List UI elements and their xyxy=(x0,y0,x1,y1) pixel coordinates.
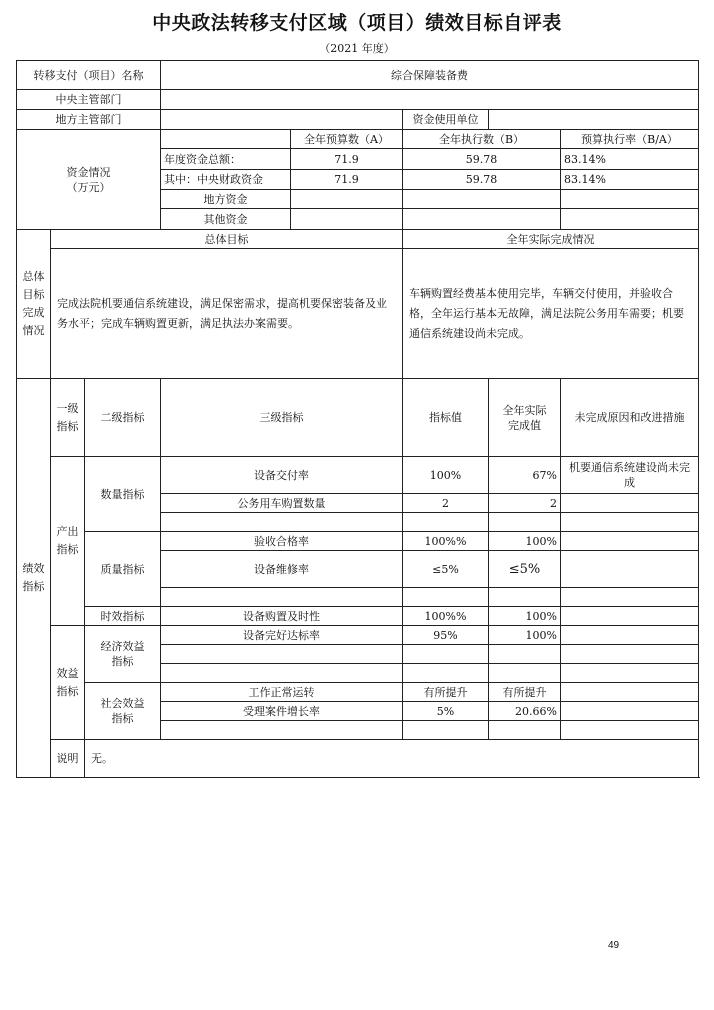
actual-header xyxy=(489,379,561,457)
evaluation-table xyxy=(16,60,699,778)
col-exec-header: 全年执行数（B） xyxy=(403,130,561,149)
indicator-name: 设备维修率 xyxy=(161,551,403,588)
notes-row xyxy=(17,740,699,778)
central-dept-label: 中央主管部门 xyxy=(17,90,161,110)
indicators-side-label: 绩效指标 xyxy=(17,379,51,778)
level2-header: 二级指标 xyxy=(85,379,161,457)
actual-header-line2: 完成值 xyxy=(508,418,541,432)
indicators-header-row xyxy=(17,379,699,457)
indicator-name: 受理案件增长率 xyxy=(161,702,403,721)
indicator-reason xyxy=(561,683,699,702)
indicator-reason xyxy=(561,494,699,513)
economic-label-line1: 经济效益 xyxy=(100,640,145,653)
indicator-actual: 2 xyxy=(489,494,561,513)
fund-unit-label: 资金使用单位 xyxy=(403,110,489,130)
economic-label-line2: 指标 xyxy=(111,655,134,668)
timeliness-indicators-label: 时效指标 xyxy=(85,607,161,626)
indicator-value: ≤5% xyxy=(403,551,489,588)
fund-row-label: 其中：中央财政资金 xyxy=(161,170,291,190)
level3-header: 三级指标 xyxy=(161,379,403,457)
indicator-reason xyxy=(561,551,699,588)
funds-header-row xyxy=(17,130,699,149)
indicator-actual: 有所提升 xyxy=(489,683,561,702)
goals-actual-text: 车辆购置经费基本使用完毕，车辆交付使用，并验收合格，全年运行基本无故障，满足法院公务用车需要；机要通信系统建设尚未完成。 xyxy=(403,249,699,379)
indicator-value: 95% xyxy=(403,626,489,645)
fund-row-label: 地方资金 xyxy=(161,190,291,209)
social-indicators-label xyxy=(85,683,161,740)
col-rate-header: 预算执行率（B/A） xyxy=(561,130,699,149)
fund-row-exec: 59.78 xyxy=(403,170,561,190)
funds-label-line2: （万元） xyxy=(66,180,111,194)
indicator-row xyxy=(17,626,699,645)
fund-row-rate: 83.14% xyxy=(561,170,699,190)
local-dept-row xyxy=(17,110,699,130)
indicator-actual: 100% xyxy=(489,607,561,626)
indicator-actual: 67% xyxy=(489,457,561,494)
indicator-value: 100%% xyxy=(403,607,489,626)
indicator-row xyxy=(17,683,699,702)
fund-row-budget xyxy=(291,209,403,230)
indicator-name: 设备购置及时性 xyxy=(161,607,403,626)
local-dept-label: 地方主管部门 xyxy=(17,110,161,130)
benefit-indicators-label: 效益指标 xyxy=(51,626,85,740)
report-year: （2021 年度） xyxy=(319,42,395,55)
indicator-actual: ≤5% xyxy=(489,551,561,588)
fund-row-label: 年度资金总额： xyxy=(161,149,291,170)
reason-header: 未完成原因和改进措施 xyxy=(561,379,699,457)
social-label-line2: 指标 xyxy=(111,712,134,725)
indicator-value: 100%% xyxy=(403,532,489,551)
fund-row-exec xyxy=(403,190,561,209)
notes-text: 无。 xyxy=(85,740,699,778)
goals-content-row xyxy=(17,249,699,379)
indicator-value: 5% xyxy=(403,702,489,721)
notes-label: 说明 xyxy=(51,740,85,778)
social-label-line1: 社会效益 xyxy=(100,697,145,710)
goals-side-label: 总体目标完成情况 xyxy=(17,230,51,379)
fund-row-rate xyxy=(561,190,699,209)
funds-label-line1: 资金情况 xyxy=(66,165,111,179)
fund-row-label: 其他资金 xyxy=(161,209,291,230)
indicator-name: 验收合格率 xyxy=(161,532,403,551)
project-name-label: 转移支付（项目）名称 xyxy=(17,61,161,90)
quality-indicators-label: 质量指标 xyxy=(85,532,161,607)
quantity-indicators-label: 数量指标 xyxy=(85,457,161,532)
indicator-row xyxy=(17,532,699,551)
indicator-name: 设备完好达标率 xyxy=(161,626,403,645)
indicator-name: 设备交付率 xyxy=(161,457,403,494)
level1-header: 一级指标 xyxy=(51,379,85,457)
fund-row-rate xyxy=(561,209,699,230)
goals-header-row xyxy=(17,230,699,249)
indicator-name: 公务用车购置数量 xyxy=(161,494,403,513)
indicator-actual: 100% xyxy=(489,626,561,645)
value-header: 指标值 xyxy=(403,379,489,457)
central-dept-value xyxy=(161,90,699,110)
funds-header-blank xyxy=(161,130,291,149)
project-name-row xyxy=(17,61,699,90)
fund-row-budget: 71.9 xyxy=(291,149,403,170)
indicator-reason xyxy=(561,532,699,551)
economic-indicators-label xyxy=(85,626,161,683)
fund-unit-value xyxy=(489,110,699,130)
fund-row-budget xyxy=(291,190,403,209)
indicator-actual: 100% xyxy=(489,532,561,551)
indicator-reason xyxy=(561,607,699,626)
col-budget-header: 全年预算数（A） xyxy=(291,130,403,149)
fund-row-budget: 71.9 xyxy=(291,170,403,190)
local-dept-value xyxy=(161,110,403,130)
fund-row-rate: 83.14% xyxy=(561,149,699,170)
indicator-value: 有所提升 xyxy=(403,683,489,702)
goals-target-text: 完成法院机要通信系统建设，满足保密需求，提高机要保密装备及业务水平；完成车辆购置更新，满足执法办案需要。 xyxy=(51,249,403,379)
indicator-row xyxy=(17,607,699,626)
indicator-value: 100% xyxy=(403,457,489,494)
page-number: 49 xyxy=(608,940,620,951)
page-title: 中央政法转移支付区域（项目）绩效目标自评表 xyxy=(152,12,562,34)
indicator-reason xyxy=(561,702,699,721)
goals-actual-header: 全年实际完成情况 xyxy=(403,230,699,249)
output-indicators-label: 产出指标 xyxy=(51,457,85,626)
indicator-name: 工作正常运转 xyxy=(161,683,403,702)
central-dept-row xyxy=(17,90,699,110)
indicator-actual: 20.66% xyxy=(489,702,561,721)
indicator-row xyxy=(17,457,699,494)
fund-row-exec: 59.78 xyxy=(403,149,561,170)
actual-header-line1: 全年实际 xyxy=(502,403,547,417)
fund-row-exec xyxy=(403,209,561,230)
indicator-reason: 机要通信系统建设尚未完成 xyxy=(561,457,699,494)
indicator-value: 2 xyxy=(403,494,489,513)
project-name-value: 综合保障装备费 xyxy=(161,61,699,90)
goals-target-header: 总体目标 xyxy=(51,230,403,249)
funds-label xyxy=(17,130,161,230)
indicator-reason xyxy=(561,626,699,645)
